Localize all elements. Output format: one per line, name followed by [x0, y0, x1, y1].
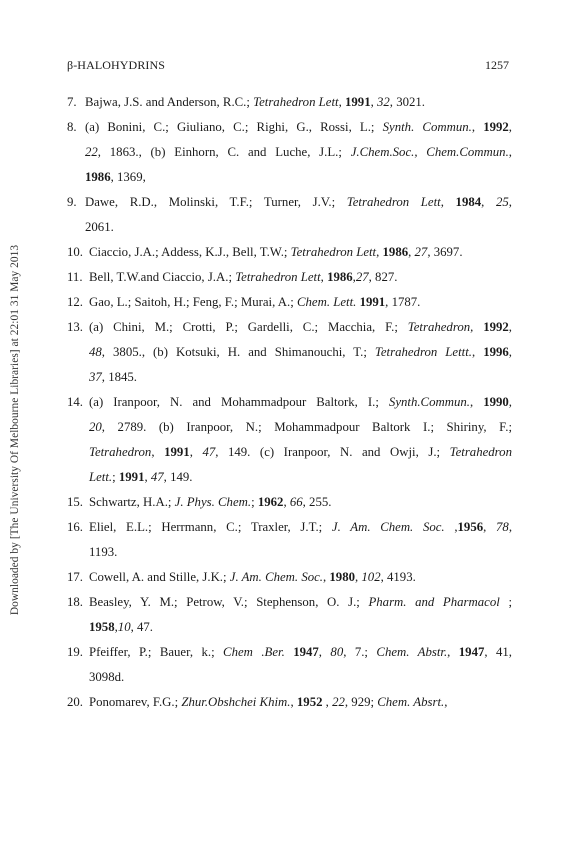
reference-text: ,	[469, 395, 484, 409]
reference-text: 47	[150, 470, 164, 484]
reference-text: 2061.	[85, 220, 114, 234]
reference-text: J.Chem.Soc., Chem.Commun.	[350, 145, 509, 159]
reference-text: 1991	[118, 470, 145, 484]
reference-line	[89, 590, 512, 615]
reference-text: ,	[508, 145, 512, 159]
reference-item	[67, 115, 512, 190]
reference-text: J. Phys. Chem.	[174, 495, 252, 509]
reference-text: , 1845.	[101, 370, 137, 384]
reference-text: ,	[447, 645, 459, 659]
reference-text: Synth. Commun.	[382, 120, 472, 134]
reference-text	[285, 645, 293, 659]
reference-text: 1984	[455, 195, 482, 209]
reference-text: Beasley, Y. M.; Petrow, V.; Stephenson, O. J.;	[89, 595, 369, 609]
reference-text: ,	[440, 195, 456, 209]
reference-item	[67, 290, 512, 315]
reference-text: , 47.	[130, 620, 153, 634]
reference-text: Tetrahedron Lett	[290, 245, 377, 259]
reference-text: ,	[508, 520, 513, 534]
reference-line	[89, 365, 512, 390]
reference-line	[85, 90, 512, 115]
reference-line	[85, 140, 512, 165]
reference-number: 18.	[67, 595, 83, 609]
reference-text: ,	[508, 345, 512, 359]
reference-number: 9.	[67, 195, 77, 209]
reference-text: ,	[444, 520, 458, 534]
download-notice: Downloaded by [The University Of Melbourne Libraries] at 22:01 31 May 2013	[9, 244, 21, 616]
reference-number: 11.	[67, 270, 83, 284]
reference-text: 10	[117, 620, 131, 634]
reference-text: 22	[85, 145, 98, 159]
reference-list	[67, 90, 512, 715]
reference-text: Tetrahedron Lettt.	[374, 345, 472, 359]
reference-text: , 3021.	[389, 95, 425, 109]
reference-number: 16.	[67, 520, 83, 534]
reference-text: 1992	[483, 320, 509, 334]
reference-text: 1991	[359, 295, 386, 309]
reference-text: 22	[332, 695, 345, 709]
reference-text: Schwartz, H.A.;	[89, 495, 175, 509]
reference-number: 20.	[67, 695, 83, 709]
reference-text: ,	[471, 120, 484, 134]
reference-item	[67, 315, 512, 390]
reference-text: 1193.	[89, 545, 118, 559]
reference-text: ,	[151, 445, 165, 459]
reference-text: , 3805., (b) Kotsuki, H. and Shimanouchi, T.;	[101, 345, 375, 359]
reference-text: , 255.	[302, 495, 332, 509]
reference-text: ,	[508, 120, 512, 134]
reference-text: Synth.Commun.	[388, 395, 470, 409]
reference-line	[85, 165, 512, 190]
reference-text: 27	[355, 270, 369, 284]
reference-text: Tetrahedron Lett	[235, 270, 321, 284]
running-header	[67, 57, 509, 73]
reference-text: ,	[322, 695, 333, 709]
reference-line	[89, 415, 512, 440]
reference-text: Zhur.Obshchei Khim.	[181, 695, 291, 709]
reference-text: (a) Iranpoor, N. and Mohammadpour Baltork, I.;	[89, 395, 389, 409]
reference-line	[89, 665, 512, 690]
reference-number: 13.	[67, 320, 83, 334]
reference-text: J. Am. Chem. Soc.	[229, 570, 323, 584]
reference-line	[89, 290, 512, 315]
reference-text: , 149. (c) Iranpoor, N. and Owji, J.;	[215, 445, 450, 459]
reference-item	[67, 190, 512, 240]
reference-number: 15.	[67, 495, 83, 509]
reference-text: , 4193.	[380, 570, 416, 584]
reference-item	[67, 240, 512, 265]
reference-text: 32	[377, 95, 390, 109]
reference-text: , 41,	[484, 645, 512, 659]
reference-line	[89, 440, 512, 465]
reference-text: Gao, L.; Saitoh, H.; Feng, F.; Murai, A.;	[89, 295, 297, 309]
reference-text: J. Am. Chem. Soc.	[331, 520, 445, 534]
reference-text: (a) Bonini, C.; Giuliano, C.; Righi, G., Rossi, L.;	[85, 120, 383, 134]
reference-line	[89, 315, 512, 340]
reference-item	[67, 515, 512, 565]
reference-line	[85, 115, 512, 140]
reference-text: , 2789. (b) Iranpoor, N.; Mohammadpour Baltork I.; Shiriny, F.;	[101, 420, 512, 434]
reference-text: ;	[251, 495, 258, 509]
reference-text: ,	[483, 520, 497, 534]
reference-text: 1956	[457, 520, 484, 534]
reference-text: Dawe, R.D., Molinski, T.F.; Turner, J.V.;	[85, 195, 347, 209]
reference-item	[67, 640, 512, 690]
reference-text: 1991	[164, 445, 190, 459]
reference-text: Eliel, E.L.; Herrmann, C.; Traxler, J.T.;	[89, 520, 332, 534]
reference-text: ,	[376, 245, 383, 259]
reference-text: , 1369,	[110, 170, 146, 184]
reference-line	[89, 340, 512, 365]
reference-text: Chem. Lett.	[297, 295, 357, 309]
reference-text: 1947	[293, 645, 319, 659]
reference-text: Tetrahedron Lett	[253, 95, 339, 109]
reference-item	[67, 565, 512, 590]
reference-text: 1986	[327, 270, 353, 284]
running-head-title: β-HALOHYDRINS	[67, 58, 166, 72]
reference-text: Bell, T.W.and Ciaccio, J.A.;	[89, 270, 236, 284]
reference-text: , 827.	[368, 270, 398, 284]
reference-text: 27	[414, 245, 428, 259]
reference-line	[89, 515, 512, 540]
reference-text: 1952	[296, 695, 323, 709]
reference-text: Ciaccio, J.A.; Addess, K.J., Bell, T.W.;	[89, 245, 291, 259]
reference-text: Ponomarev, F.G.;	[89, 695, 182, 709]
reference-number: 12.	[67, 295, 83, 309]
reference-text: 1947	[458, 645, 485, 659]
reference-text: 1986	[85, 170, 111, 184]
reference-text: ,	[352, 270, 356, 284]
reference-text: 1980	[329, 570, 355, 584]
reference-text: ,	[370, 95, 377, 109]
reference-text: ,	[290, 695, 297, 709]
reference-number: 7.	[67, 95, 77, 109]
reference-text: ,	[508, 320, 512, 334]
reference-text	[473, 320, 483, 334]
reference-text: ,	[508, 395, 512, 409]
reference-text: 20	[89, 420, 102, 434]
reference-text: (a) Chini, M.; Crotti, P.; Gardelli, C.; Macchia, F.;	[89, 320, 408, 334]
reference-text: ,	[444, 695, 448, 709]
reference-text: ,	[318, 645, 331, 659]
reference-item	[67, 390, 512, 490]
reference-text: 1962	[257, 495, 284, 509]
reference-text: 3098d.	[89, 670, 125, 684]
reference-line	[89, 690, 512, 715]
reference-text: 1991	[345, 95, 371, 109]
reference-text: Tetrahedron,	[407, 320, 474, 334]
reference-text: 1992	[483, 120, 509, 134]
reference-text: 25	[496, 195, 509, 209]
reference-text: 47	[202, 445, 216, 459]
reference-text: Pharm. and Pharmacol	[368, 595, 500, 609]
reference-text: , 1863., (b) Einhorn, C. and Luche, J.L.;	[97, 145, 351, 159]
reference-text: Lett.	[89, 470, 113, 484]
reference-text: ,	[189, 445, 203, 459]
reference-item	[67, 490, 512, 515]
reference-line	[85, 215, 512, 240]
reference-text: Pfeiffer, P.; Bauer, k.;	[89, 645, 224, 659]
reference-number: 19.	[67, 645, 83, 659]
reference-text: ;	[499, 595, 512, 609]
reference-text: ,	[283, 495, 290, 509]
reference-number: 14.	[67, 395, 83, 409]
reference-text: 1990	[483, 395, 509, 409]
reference-text: , 1787.	[385, 295, 421, 309]
reference-text: ,	[355, 570, 362, 584]
reference-text: , 149.	[163, 470, 193, 484]
reference-text: Tetrahedron	[89, 445, 152, 459]
reference-number: 8.	[67, 120, 77, 134]
reference-text: Chem. Abstr.	[376, 645, 448, 659]
download-watermark	[0, 0, 30, 864]
reference-text: Cowell, A. and Stille, J.K.;	[89, 570, 230, 584]
reference-text: 78	[496, 520, 509, 534]
reference-line	[89, 565, 512, 590]
reference-line	[89, 465, 512, 490]
reference-text: 66	[289, 495, 303, 509]
reference-text: ,	[481, 195, 496, 209]
reference-text: 102	[361, 570, 381, 584]
reference-text: ,	[408, 245, 415, 259]
reference-line	[89, 640, 512, 665]
reference-text: ,	[323, 570, 330, 584]
reference-line	[89, 490, 512, 515]
reference-text: ,	[508, 195, 512, 209]
reference-item	[67, 265, 512, 290]
reference-item	[67, 690, 512, 715]
reference-text: ,	[114, 620, 118, 634]
reference-line	[89, 390, 512, 415]
reference-text: Chem .Ber.	[223, 645, 285, 659]
reference-text: , 7.;	[343, 645, 377, 659]
reference-line	[89, 240, 512, 265]
reference-number: 10.	[67, 245, 83, 259]
reference-text: 37	[89, 370, 102, 384]
reference-text: 80	[330, 645, 344, 659]
reference-number: 17.	[67, 570, 83, 584]
reference-text: 1996	[483, 345, 509, 359]
reference-text: , 3697.	[427, 245, 463, 259]
reference-text: ,	[320, 270, 328, 284]
reference-text: 48	[89, 345, 102, 359]
reference-item	[67, 590, 512, 640]
reference-text: ,	[144, 470, 151, 484]
reference-text: ,	[471, 345, 484, 359]
reference-text: Bajwa, J.S. and Anderson, R.C.;	[85, 95, 254, 109]
reference-item	[67, 90, 512, 115]
reference-text: , 929;	[344, 695, 378, 709]
reference-text: ,	[338, 95, 345, 109]
reference-text: 1958	[89, 620, 115, 634]
reference-text: ;	[112, 470, 119, 484]
reference-line	[89, 540, 512, 565]
reference-text: Chem. Absrt.	[377, 695, 445, 709]
reference-line	[85, 190, 512, 215]
reference-line	[89, 265, 512, 290]
page-number: 1257	[485, 58, 509, 72]
reference-line	[89, 615, 512, 640]
reference-text: Tetrahedron Lett	[346, 195, 441, 209]
reference-text: Tetrahedron	[449, 445, 512, 459]
reference-text: 1986	[382, 245, 409, 259]
